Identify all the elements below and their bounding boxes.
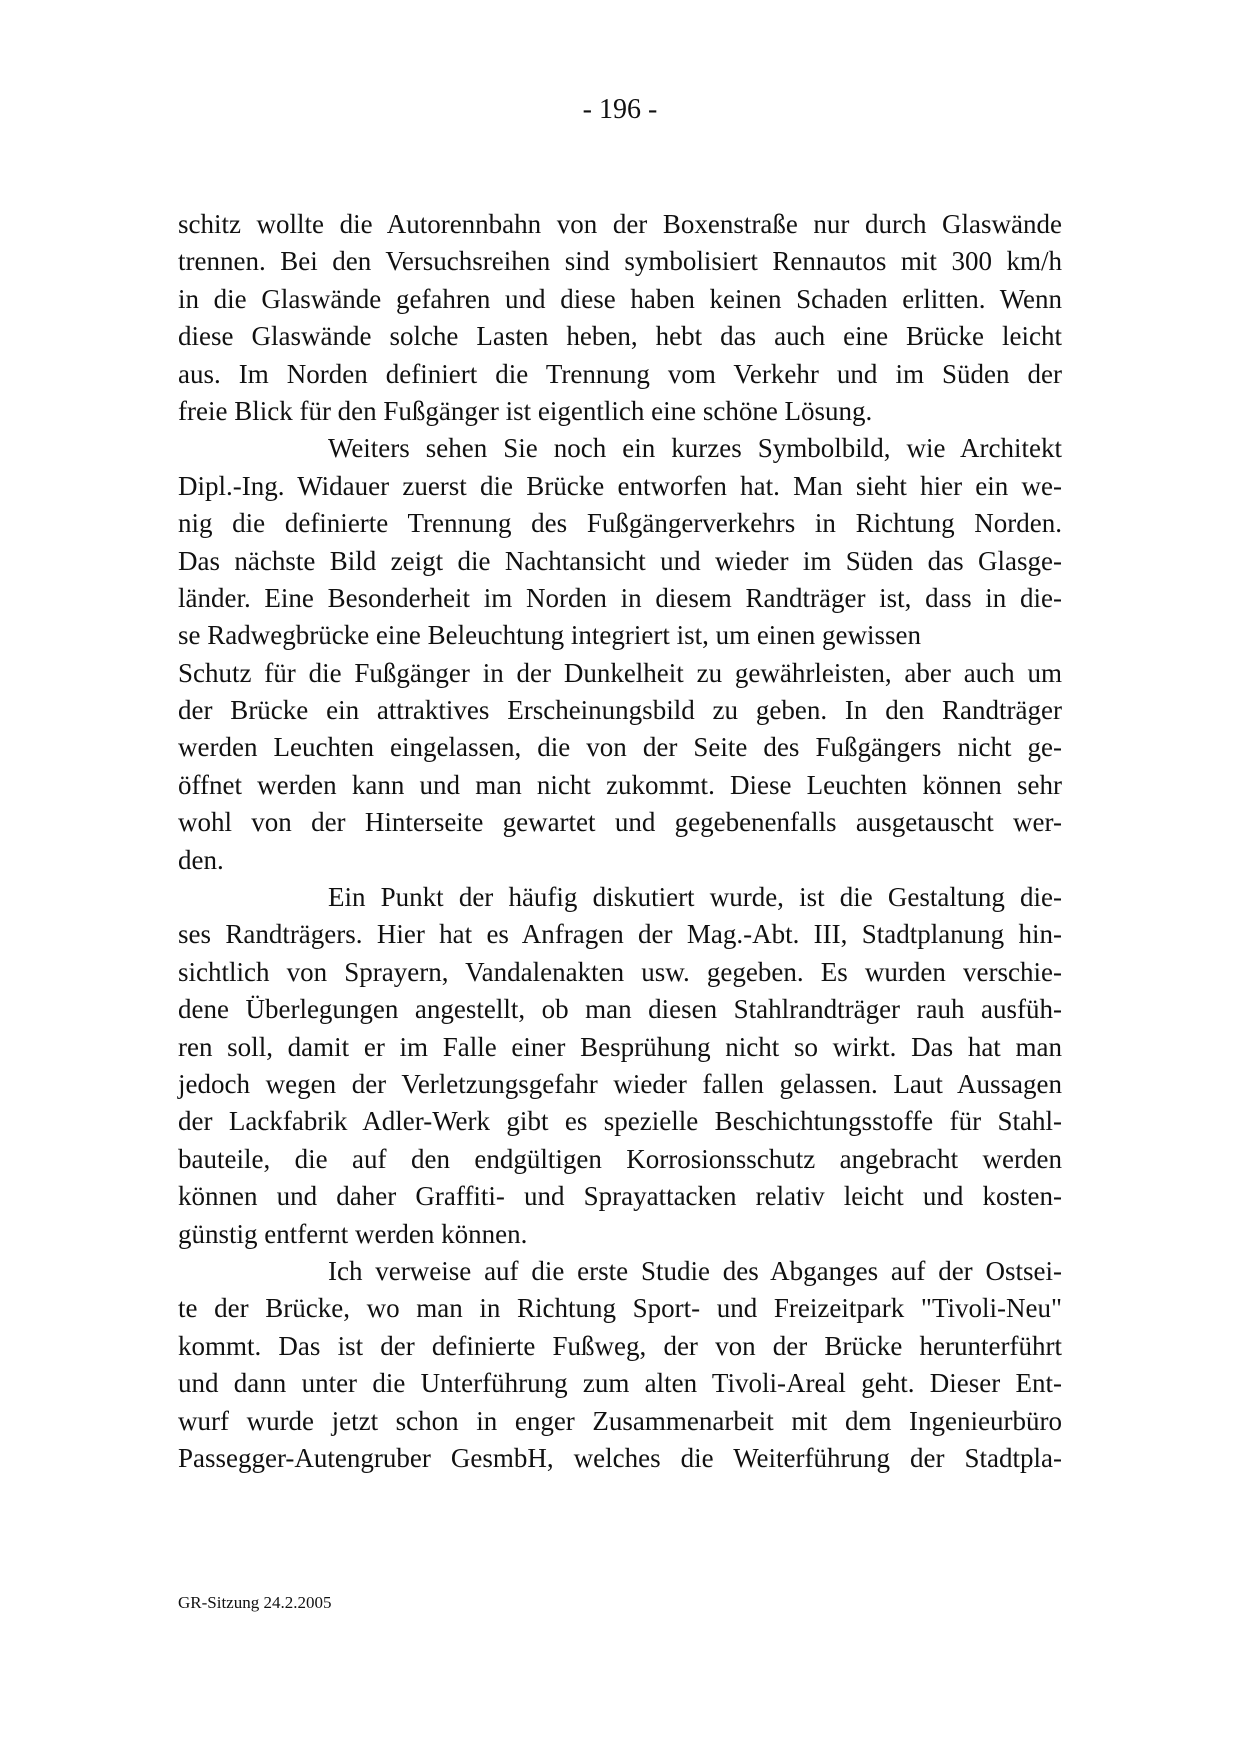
text-line: Weiters sehen Sie noch ein kurzes Symbolbild, wie Architekt xyxy=(328,433,1062,464)
text-line: jedoch wegen der Verletzungsgefahr wieder fallen gelassen. Laut Aussagen xyxy=(178,1068,1062,1099)
text-line: aus. Im Norden definiert die Trennung vom Verkehr und im Süden der xyxy=(178,358,1062,389)
text-line: nig die definierte Trennung des Fußgängerverkehrs in Richtung Norden. xyxy=(178,508,1062,539)
text-line: können und daher Graffiti- und Sprayattacken relativ leicht und kosten- xyxy=(178,1181,1062,1212)
text-line: Das nächste Bild zeigt die Nachtansicht und wieder im Süden das Glasge- xyxy=(178,545,1062,576)
text-line: Ein Punkt der häufig diskutiert wurde, ist die Gestaltung die- xyxy=(328,882,1062,913)
text-line: te der Brücke, wo man in Richtung Sport- und Freizeitpark "Tivoli-Neu" xyxy=(178,1293,1062,1324)
text-line: länder. Eine Besonderheit im Norden in diesem Randträger ist, dass in die- xyxy=(178,582,1062,613)
body-text xyxy=(178,206,1062,1477)
text-line: werden Leuchten eingelassen, die von der Seite des Fußgängers nicht ge- xyxy=(178,732,1062,763)
text-line: wohl von der Hinterseite gewartet und gegebenenfalls ausgetauscht wer- xyxy=(178,807,1062,838)
text-line: und dann unter die Unterführung zum alten Tivoli-Areal geht. Dieser Ent- xyxy=(178,1368,1062,1399)
text-line: dene Überlegungen angestellt, ob man diesen Stahlrandträger rauh ausfüh- xyxy=(178,994,1062,1025)
text-line: ren soll, damit er im Falle einer Besprühung nicht so wirkt. Das hat man xyxy=(178,1031,1062,1062)
text-line: wurf wurde jetzt schon in enger Zusammenarbeit mit dem Ingenieurbüro xyxy=(178,1405,1062,1436)
text-line: diese Glaswände solche Lasten heben, hebt das auch eine Brücke leicht xyxy=(178,321,1062,352)
text-line: ses Randträgers. Hier hat es Anfragen der Mag.-Abt. III, Stadtplanung hin- xyxy=(178,919,1062,950)
text-line: Dipl.-Ing. Widauer zuerst die Brücke entworfen hat. Man sieht hier ein we- xyxy=(178,470,1062,501)
text-line: öffnet werden kann und man nicht zukommt. Diese Leuchten können sehr xyxy=(178,769,1062,800)
page-number: - 196 - xyxy=(582,94,658,125)
text-line: Ich verweise auf die erste Studie des Abganges auf der Ostsei- xyxy=(328,1255,1062,1286)
text-line: kommt. Das ist der definierte Fußweg, der von der Brücke herunterführt xyxy=(178,1330,1062,1361)
text-line: trennen. Bei den Versuchsreihen sind symbolisiert Rennautos mit 300 km/h xyxy=(178,246,1062,277)
text-line: Schutz für die Fußgänger in der Dunkelheit zu gewährleisten, aber auch um xyxy=(178,657,1062,688)
text-line: bauteile, die auf den endgültigen Korrosionsschutz angebracht werden xyxy=(178,1143,1062,1174)
text-line: den. xyxy=(178,844,224,875)
text-line: schitz wollte die Autorennbahn von der Boxenstraße nur durch Glaswände xyxy=(178,209,1062,239)
text-line: Passegger-Autengruber GesmbH, welches die Weiterführung der Stadtpla- xyxy=(178,1442,1062,1473)
page-footer: GR-Sitzung 24.2.2005 xyxy=(178,1593,332,1612)
text-line: sichtlich von Sprayern, Vandalenakten usw. gegeben. Es wurden verschie- xyxy=(178,956,1062,987)
text-line: günstig entfernt werden können. xyxy=(178,1218,528,1249)
text-line: der Brücke ein attraktives Erscheinungsbild zu geben. In den Randträger xyxy=(178,695,1062,726)
text-line: in die Glaswände gefahren und diese haben keinen Schaden erlitten. Wenn xyxy=(178,283,1062,314)
text-line: freie Blick für den Fußgänger ist eigentlich eine schöne Lösung. xyxy=(178,395,873,426)
text-line: der Lackfabrik Adler-Werk gibt es spezielle Beschichtungsstoffe für Stahl- xyxy=(178,1106,1062,1137)
text-line: se Radwegbrücke eine Beleuchtung integriert ist, um einen gewissen xyxy=(178,620,922,651)
